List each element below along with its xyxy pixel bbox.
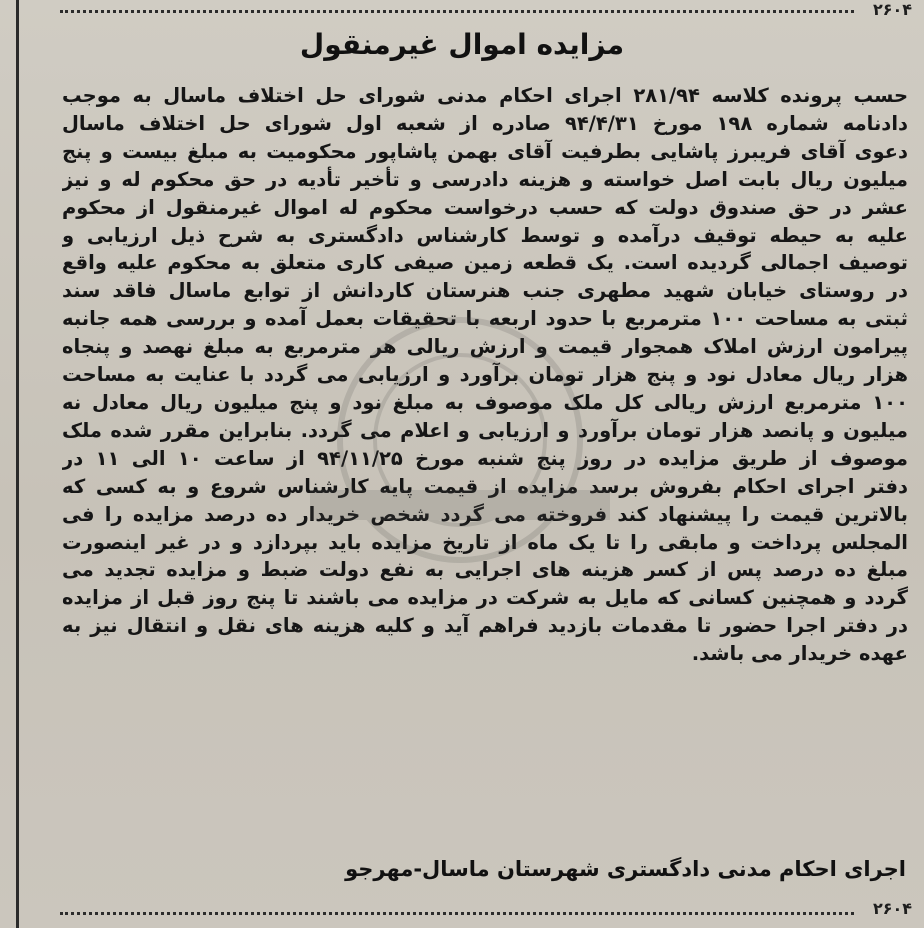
body-line: موصوف از طریق مزایده در روز پنج شنبه مورخ ۹۴/۱۱/۲۵ از ساعت ۱۰ الی ۱۱ در: [62, 446, 908, 470]
top-dotted-rule: [60, 10, 854, 13]
body-line: در روستای خیابان شهید مطهری جنب هنرستان کاردانش از توابع ماسال فاقد سند: [62, 279, 908, 303]
body-line: دادنامه شماره ۱۹۸ مورخ ۹۴/۴/۳۱ صادره از شعبه اول شورای حل اختلاف ماسال: [62, 111, 908, 135]
body-line: دفتر اجرای احکام بفروش برسد مزایده از قیمت پایه کارشناس شروع و به کسی که: [62, 474, 908, 498]
bottom-dotted-rule: [60, 912, 854, 915]
body-line: پیرامون ارزش املاک همجوار قیمت و ارزش ریالی هر مترمربع به مبلغ نهصد و پنجاه: [62, 335, 908, 359]
body-line: حسب پرونده کلاسه ۲۸۱/۹۴ اجرای احکام مدنی شورای حل اختلاف ماسال به موجب: [62, 84, 908, 107]
ad-number-top: ۲۶۰۴: [872, 0, 912, 19]
notice-body: [62, 82, 908, 668]
body-line: گردد و همچنین کسانی که مایل به شرکت در مزایده می باشند تا پنج روز قبل از مزایده: [62, 586, 908, 610]
body-line: ثبتی به مساحت ۱۰۰ مترمربع با حدود اربعه با تحقیقات بعمل آمده و بررسی همه جانبه: [62, 307, 908, 331]
body-line: علیه به حیطه توقیف درآمده و توسط کارشناس دادگستری به شرح ذیل ارزیابی و: [62, 223, 908, 247]
body-line: عهده خریدار می باشد.: [691, 642, 908, 666]
body-line: المجلس پرداخت و مابقی را تا یک ماه از تاریخ مزایده باید بپردازد و در غیر اینصورت: [62, 530, 908, 554]
body-line: ۱۰۰ مترمربع ارزش ریالی کل ملک موصوف به مبلغ نود و پنج میلیون ریال معادل نه: [62, 390, 908, 414]
body-line: دعوی آقای فریبرز پاشایی بطرفیت آقای بهمن پاشاپور محکومیت به مبلغ بیست و پنج: [62, 139, 908, 163]
body-line: میلیون ریال بابت اصل خواسته و هزینه دادرسی و تأخیر تأدیه در حق محکوم له و نیز: [62, 167, 908, 191]
body-line: در دفتر اجرا حضور تا مقدمات بازدید فراهم آید و کلیه هزینه های نقل و انتقال نیز به: [62, 614, 908, 638]
body-line: بالاترین قیمت را پیشنهاد کند فروخته می گردد شخص خریدار ده درصد مزایده را فی: [62, 502, 908, 526]
body-line: توصیف اجمالی گردیده است. یک قطعه زمین صیفی کاری متعلق به محکوم علیه واقع: [62, 251, 908, 275]
column-border: [16, 0, 19, 928]
body-line: میلیون و پانصد هزار تومان برآورد و ارزیابی و اعلام می گردد. بنابراین مقرر شده ملک: [62, 418, 908, 442]
signature-authority: اجرای احکام مدنی دادگستری شهرستان ماسال-مهرجو: [345, 857, 906, 881]
ad-number-bottom: ۲۶۰۴: [872, 899, 912, 918]
body-line: مبلغ ده درصد پس از کسر هزینه های اجرایی به نفع دولت ضبط و مزایده تجدید می: [62, 558, 908, 582]
notice-title: مزایده اموال غیرمنقول: [299, 28, 625, 61]
body-line: عشر در حق صندوق دولت که حسب درخواست محکوم له اموال غیرمنقول از محکوم: [62, 195, 908, 219]
body-line: هزار ریال معادل نود و پنج هزار تومان برآورد و ارزیابی می گردد با عنایت به مساحت: [62, 363, 908, 387]
